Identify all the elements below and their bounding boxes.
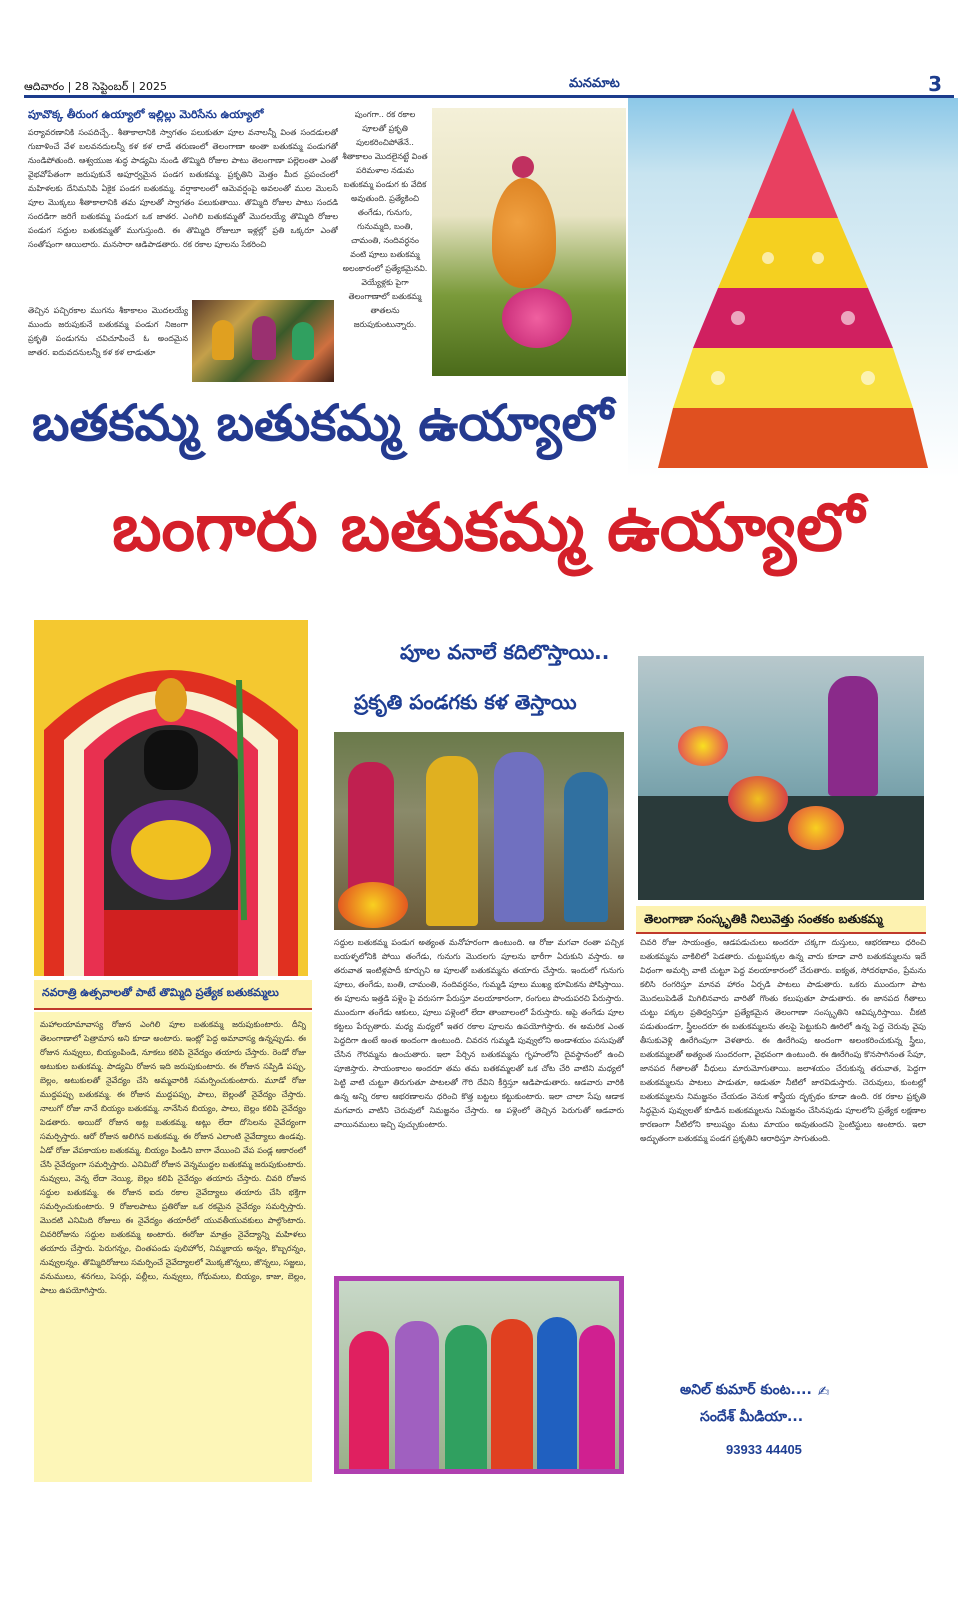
- goddess-arch-graphic: [34, 620, 308, 976]
- right-photo-caption: తెలంగాణా సంస్కృతికి నిలువెత్తు సంతకం బతుకమ్మ: [636, 906, 926, 934]
- bathukamma-tower-photo: [628, 98, 958, 478]
- middle-article-body: సద్దుల బతుకమ్మ పండుగ అత్యంత మనోహరంగా ఉంటుంది. ఆ రోజు మగవా రంతా పచ్చిక బయళ్ళలోనికి పోయి తంగేడు, గునుగు మొదలగు పూలను భారీగా ఏరుకుని వస్తారు. ఆ తరువాత ఇంటిళ్లపాదీ కూర్చుని ఆ పూలతో బతుకమ్మను తయారు చేస్తారు. ఇందులో గునుగు పూలు, తంగేడు, బంతి, చామంతి, నందివర్ధనం, గుమ్మడి పూలు ముఖ్య భూమికను పోషిస్తాయి. ఈ పూలను ఇత్తడి పళ్లెం పై వరుసగా పేరుస్తూ వలయాకారంగా, రంగులు పొందుపరచి పేరుస్తారు. ముందుగా తంగేడు ఆకులు, పూలు పళ్లెంలో లేదా తాంబాలంలో పేరుస్తారు. ఆపై తంగేడు పూల కట్టలు పేర్చుతారు. మధ్య మధ్యలో ఇతర రకాల పూలను ఉపయోగిస్తారు. ఈ అమరిక ఎంత పెద్దదిగా ఉంటే అంత అందంగా ఉంటుంది. చివరన గుమ్మడి పువ్వులోని అండాశయం పసుపుతో చేసిన గౌరమ్మను ఉంచుతారు. ఇలా పేర్చిన బతుకమ్మను గృహంలోని దైవస్థానంలో ఉంచి పూజిస్తారు. సాయంకాలం అందరూ తమ తమ బతకమ్మలతో ఒక చోట చేరి వాటిని మధ్యలో పెట్టి వాటి చుట్టూ తిరుగుతూ పాటలతో గౌరి దేవిని కీర్తిస్తూ ఆడిపాడుతారు. ఆడవారు వారికి ఉన్న అన్ని రకాల ఆభరణాలను ధరించి కొత్త బట్టలు కట్టుకుంటారు. ఇలా చాలా సేపు ఆడాక మగవారు వాటిని చెరువులో నిమజ్జనం చేస్తారు. ఆ పళ్లెంలో తెచ్చిన పెరుగుతో ఆడవారు వాయినములు ఇచ్చి పుచ్చుకుంటారు.: [334, 938, 624, 1129]
- top-article-body: పర్యావరణానికి సంపదిచ్చే.. శీతాకాలానికి స్వాగతం పలుకుతూ పూల వనాలన్నీ వింత సందడులతో గుబాళించే వేళ బలవనదులన్నీ కళ కళ లాడే తరుణంలో తెలంగాణా అంతా బతుకమ్మ పండుగతో నుండిపోతుంది. ఆశ్వయుజ శుద్ధ పాడ్యమి నుండి తొమ్మిది రోజుల పాటు తెలంగాణా పల్లెలంతా ఎంతో వైభవోపేతంగా జరుపుకునే అపూర్వమైన పండగ బతుకమ్మ. ప్రకృతిని మెత్తం మీద ప్రపంచంలో మహిళలకు దేనిమనిపి ఏకైక పండగ బతుకమ్మ. వర్షాకాలంలో ఆమెవర్షంపై అవలంతో ముల మొలసే పూల మొక్కలు శీతాకాలానికి తమ పూలతో స్వాగతం పలుకుతాయి. తొమ్మిది రోజుల పాటు సందడి సందడిగా జరిగే బతుకమ్మ పండుగ ఒక జాతర. ఎంగిలి బతుకమ్మతో మొదలయ్యే తొమ్మిది రోజుల పండుగ సద్దుల బతుకమ్మతో ముగుస్తుంది. ఈ తొమ్మిది రోజులూ ఇళ్లల్లో ప్రతి ఒక్కరూ ఎంతో సంతోషంగా ఆయిలారు. మనసారా ఆడిపాడతారు. రక రకాల పూలను సేకరించి: [28, 128, 338, 249]
- page-number: 3: [928, 72, 942, 96]
- header-date: ఆదివారం | 28 సెప్టెంబర్ | 2025: [24, 80, 167, 93]
- goddess-decoration-photo: [34, 620, 308, 976]
- women-dancing-photo: [334, 732, 624, 930]
- small-photo-side-text: తెచ్చిన పచ్చిరకాల ముగను శీకాకాలం మొదలయ్యే ముందు జరుపుకునే బతుకమ్మ పండుగ నిజంగా ప్రకృతి పండుగను చవిచూపించే ఓ అందమైన జాతర. ఐదువదనులన్నీ కళ కళ లాడుతూ: [28, 306, 188, 357]
- main-headline-blue: బతకమ్మ బతుకమ్మ ఉయ్యాలో: [32, 394, 614, 452]
- byline-organization: సందేశ్ మీడియా...: [700, 1409, 804, 1425]
- right-article-body: చివరి రోజు సాయంత్రం, ఆడపడుచులు అందరూ చక్కగా దుస్తులు, ఆభరణాలు ధరించి బతుకమ్మను వాకిలిలో పెడతారు. చుట్టుపక్కల ఉన్న వారు కూడా వారి బతుకమ్మలను ఇదే విధంగా అమర్చి వాటి చుట్టూ పెద్ద వలయాకారంలో చేరుతారు. ఐక్యత, సోదరభావం, ప్రేమను కలిసి రంగరిస్తూ మానవ హారం ఏర్పడి పాటలు పాడుతారు. ఒకరు ముందుగా పాట మొదలుపెడితే మిగిలినవారు వారితో గొంతు కలుపుతూ పాడుతారు. ఈ జానపద గీతాలు చుట్టు పక్కల ప్రతిధ్వనిస్తూ ప్రత్యేకమైన తెలంగాణా సంస్కృతిని ఆవిష్కరిస్తాయి. చీకటి పడుతుండగా, స్త్రీలందరూ ఈ బతుకమ్మలను తలపై పెట్టుకుని ఊరిలో ఉన్న పెద్ద చెరువు వైపు తీసుకువెళ్లి ఊరేగింపుగా వెళతారు. ఈ ఊరేగింపు అందంగా అలంకరించుకున్న స్త్రీలు, బతుకమ్మలతో అత్యంత సుందరంగా, వైభవంగా ఉంటుంది. ఈ ఊరేగింపు కొనసాగినంత సేపూ, జానపద గీతాలతో వీధులు మారుమోగుతాయి. జలాశయం చేరుకున్న తరువాత, పెద్దగా బతుకమ్మలను పాటలు పాడుతూ, ఆడుతూ నీటిలో జారవిడుస్తారు. చెరువులు, కుంటల్లో బతుకమ్మలను నిమజ్జనం చేయడం వెనుక శాస్త్రీయ దృక్పథం కూడా ఉంది. రక రకాల ప్రకృతి సిద్ధమైన పువ్వులతో కూడిన బతుకమ్మలను నిమజ్జనం చేసినపుడు పూలలోని ప్రత్యేక లక్షణాల కారణంగా నీటిలోని కాలుష్యం మటు మాయం అవుతుందని సైంటిస్టులు అంటారు. ఇలా అద్భుతంగా బతుకమ్మ పండగ ప్రకృతిని ఆరాధిస్తూ సాగుతుంది.: [640, 938, 926, 1143]
- women-celebration-photo: [192, 300, 334, 382]
- bathukamma-cone-photo: [432, 108, 626, 376]
- byline: [680, 1382, 920, 1457]
- header-bar: [24, 74, 954, 98]
- byline-author-row: [680, 1382, 920, 1401]
- center-column-text: పుంగగా.. రక రకాల పూలతో ప్రకృతి పులకరించిపోతేనే.. శీతాకాలం మొదలైనట్టే వింత పరిమళాల నడుమ బతుకమ్మ పండుగ కు వేదిక అవుతుంది. ప్రత్యేకించి తంగేడు, గునుగు, గునుమ్మది, బంతి, చామంతి, నందివర్ధనం వంటి పూలు బతుకమ్మ అలంకారంలో ప్రత్యేకమైనవి. వెయ్యేళ్లకు పైగా తెలంగాణాలో బతుకమ్మ తాతలను జరుపుకుంటున్నారు.: [342, 110, 428, 329]
- top-article-headline: పూవొక్క తీరుంగ ఉయ్యాలో ఇల్లిల్లు మెరిసేను ఉయ్యాలో: [28, 108, 264, 121]
- byline-author: అనిల్ కుమార్ కుంట....: [680, 1382, 812, 1398]
- women-group-photo: [334, 1276, 624, 1474]
- pen-signature-icon: ✍: [817, 1383, 830, 1400]
- main-headline-red: బంగారు బతుకమ్మ ఉయ్యాలో: [111, 489, 865, 566]
- tower-flower-layers: [628, 98, 958, 478]
- subheadline-line1: పూల వనాలే కదిలొస్తాయి..: [400, 640, 610, 664]
- subheadline-line2: ప్రకృతి పండగకు కళ తెస్తాయి: [354, 690, 577, 714]
- left-section-caption: నవరాత్రి ఉత్సవాలతో పాటే తొమ్మిది ప్రత్యేక బతుకమ్మలు: [34, 980, 312, 1010]
- header-section-title: మనమాట: [569, 76, 620, 91]
- byline-phone: 93933 44405: [726, 1442, 802, 1457]
- left-article-body: మహాలయామావాస్య రోజున ఎంగిలి పూల బతుకమ్మ జరుపుకుంటారు. దీన్ని తెలంగాణాలో పెత్రామాస అని కూడా అంటారు. ఇంట్లో పెద్ద అమావాస్య ఉన్నప్పుడు. ఈ రోజున నువ్వులు, బియ్యంపిండి, నూకలు కలిపి నైవేద్యం తయారు చేస్తారు. రెండో రోజు అటుకుల బతుకమ్మ. పాడ్యమి రోజున ఇది జరుపుకుంటారు. ఈ రోజున సప్పిడి పప్పు, బెల్లం, అటుకులతో నైవేద్యం చేసి అమ్మవారికి సమర్పించుకుంటారు. మూడో రోజు ముద్దపప్పు బతుకమ్మ. ఈ రోజున ముద్దపప్పు, పాలు, బెల్లంతో నైవేద్యం చేస్తారు. నాలుగో రోజు నానే బియ్యం బతుకమ్మ. నానేసిన బియ్యం, పాలు, బెల్లం కలిపి నైవేద్యం పెడతారు. అయిదో రోజున అట్ల బతుకమ్మ. అట్లు లేదా దోసెలను నైవేద్యంగా సమర్పిస్తారు. ఆరో రోజున అలిగిన బతుకమ్మ. ఈ రోజున ఎలాంటి నైవేద్యాలు ఉండవు. ఏడో రోజు వేపకాయల బతుకమ్మ. బియ్యం పిండిని బాగా వేయించి వేప పండ్ల ఆకారంలో చేసి నైవేద్యంగా సమర్పిస్తారు. ఎనిమిదో రోజున వెన్నముద్దల బతుకమ్మ జరుపుకుంటారు. నువ్వులు, వెన్న లేదా నెయ్యి, బెల్లం కలిపి నైవేద్యం తయారు చేస్తారు. చివరి రోజున సద్దుల బతుకమ్మ. ఈ రోజున ఐదు రకాల నైవేద్యాలు తయారు చేసి భక్తిగా సమర్పించుకుంటారు. 9 రోజులపాటు ప్రతిరోజు ఒక రకమైన నైవేద్యం సమర్పిస్తారు. మొదటి ఎనిమిది రోజులు ఈ నైవేద్యం తయారీలో యువతీయువకులు పాల్గొంటారు. చివరిరోజును సద్దుల బతుకమ్మ అంటారు. ఈరోజు మాత్రం నైవేద్యాన్ని మహిళలు తయారు చేస్తారు. పెరుగన్నం, చింతపండు పులిహోర, నిమ్మకాయ అన్నం, కొబ్బరన్నం, నువ్వులన్నం. తొమ్మిదిరోజులు సమర్పించే నైవేద్యాలలో మొక్కజొన్నలు, జొన్నలు, సజ్జలు, వనుములు, శనగలు, పెసర్లు, పల్లీలు, నువ్వులు, గోధుమలు, బియ్యం, కాజు, బెల్లం, పాలు ఉపయోగిస్తారు.: [40, 1020, 306, 1295]
- immersion-water-photo: [638, 656, 924, 900]
